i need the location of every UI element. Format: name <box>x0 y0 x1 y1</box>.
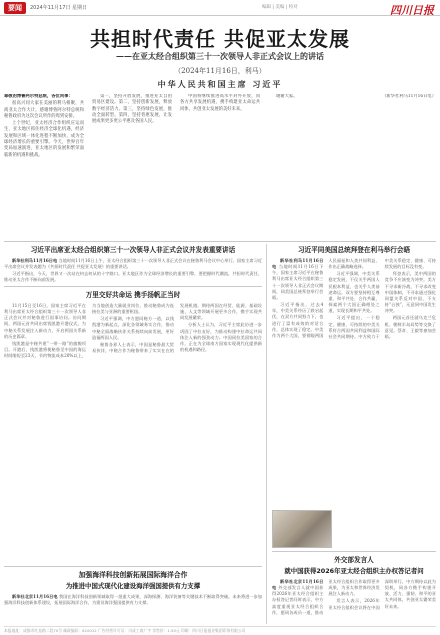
article-subtitle: 为推进中国式现代化建设海洋强国提供有力支撑 <box>65 582 201 590</box>
article-paragraph: 我国在海洋科技创新领域取得一批重大成果，深海探测、海洋装备等关键技术不断取得突破。未来将进一步加强海洋科技创新体系建设，拓展国际海洋合作，为建设海洋强国提供有力支撑。 <box>4 594 262 606</box>
article-paragraph: 习近平强调，中美关系稳定发展，不仅关乎两国人民根本利益，也关乎人类前途命运。双方要坚持相互尊重、和平共处、合作共赢，探索两个大国正确相处之道，实现长期和平共处。 <box>328 271 380 314</box>
article-lead: 新华社利马11月16日电 <box>12 258 58 263</box>
speech-paragraph: 第一，坚持开放发展，推进亚太自由贸易区建设。第二，坚持创新发展，释放数字经济活力。第三，坚持绿色发展，推动全面转型。第四，坚持普惠发展，让发展成果更多更公平惠及各国人民。 <box>92 94 172 125</box>
article-paragraph: 习近平强调，中方愿同秘方一道，以钱凯港为新起点，深化各领域务实合作，推动中秘全面战略伙伴关系持续向前发展，更好造福两国人民。 <box>92 316 174 340</box>
article-right-top <box>272 244 436 507</box>
article-paragraph: 习近平指出，过去4年，中美关系经历了跌宕起伏，在双方共同努力下，也进行了富有成效的对话合作，总体实现了稳定。中美作为两个大国，要着眼两国人民福祉和人类共同利益，作出正确战略选择。 <box>272 258 380 338</box>
article-paragraph: 拜登表示，美中两国的竞争不应演变为冲突。美方不寻求新冷战，不寻求改变中国体制，不寻求通过强化同盟关系反对中国，不支持“台独”，无意同中国发生冲突。 <box>384 271 436 314</box>
masthead <box>0 0 440 16</box>
speech-source: （新华社利马11月16日电） <box>382 94 436 99</box>
main-subhead: ——在亚太经合组织第三十一次领导人非正式会议上的讲话 <box>116 51 324 61</box>
article-paragraph: 11月15日至16日，国家主席习近平在利马出席亚太经合组织第三十一次领导人非正式会议并对秘鲁进行国事访问。访问期间，两国元首共同出席钱凯港开港仪式，为中秘关系发展注入新动力，开启两国关系新的历史篇章。 <box>4 303 86 339</box>
section-logo: 要闻 <box>4 2 26 14</box>
speech-column <box>180 94 260 239</box>
news-photo <box>272 510 332 548</box>
article-paragraph: 当地时间11月16日上午，亚太经合组织第三十一次领导人非正式会议在秘鲁利马会议中心举行。国家主席习近平出席会议并发表题为《共担时代责任 共促亚太发展》的重要讲话。 <box>4 258 262 270</box>
column-divider <box>266 244 267 624</box>
article-lead: 新华社北京11月16日电 <box>272 579 324 591</box>
article-paragraph: 当地时间11月16日下午，国家主席习近平在秘鲁利马出席亚太经合组织第三十一次领导人非正式会议期间，同美国总统拜登举行会晤。 <box>272 264 324 300</box>
article-paragraph: 钱凯港是中秘共建“一带一路”的旗舰项目。开港后，钱凯港将使秘鲁至中国的海运时间缩短至23天，节约物流成本20%以上，为当地创造大量就业岗位，推动秘鲁成为连接拉美与亚洲的重要枢纽。 <box>4 303 174 359</box>
article-title: 外交部发言人 <box>334 556 374 564</box>
article-left-top <box>4 244 262 284</box>
article-paragraph: 习近平提出，一个稳定、健康、可持续的中美关系符合两国共同利益和国际社会共同期待。中方致力于中美关系稳定、健康、可持续发展的目标没有变。 <box>328 258 436 339</box>
speech-column <box>356 94 436 239</box>
speech-body <box>4 94 436 239</box>
article-paragraph: 外交部发言人就中国获得2026年亚太经合组织主办权答记者问时表示，中方高度重视亚太经合组织合作，愿同各成员一道，推动亚太经合组织合作取得更多成果，为亚太和世界经济发展注入新动力。 <box>272 579 380 615</box>
article-subtitle: 就中国获得2026年亚太经合组织主办权答记者问 <box>284 567 424 575</box>
page-footer: 本报地址：成都市红星路二段70号 邮政编码：610012 广告经营许可证：川成工商广字 零售价：1.50元 印刷：四川日报报业集团印务有限公司 <box>4 626 436 634</box>
speech-paragraph: 谢谢大家。 <box>276 94 298 99</box>
speech-column <box>268 94 348 239</box>
speech-paragraph: 上个世纪，亚太经济合作组织应运而生，亚太地区抓住经济全球化机遇，经济发展和区域一体化进程不断加快，成为全球经济增长的重要引擎。今天，世界百年变局加速演进，亚太地区的发展和繁荣面临新的机遇和挑战。 <box>4 121 84 158</box>
article-title: 习近平同美国总统拜登在利马举行会晤 <box>297 246 411 254</box>
article-left-bottom <box>4 569 262 624</box>
article-title: 万里交好共命运 携手扬帆正当时 <box>85 291 181 299</box>
article-paragraph: 习近平指出，今天，世界又一次站在何去何从的十字路口。亚太地区作为全球经济增长的重要引擎，要把握时代潮流，共担时代责任，推动亚太合作不断向前发展。 <box>4 271 262 283</box>
speech-salutation: 尊敬的博鲁阿尔特总统，各位同事： <box>4 94 73 99</box>
main-dateline: （2024年11月16日，利马） <box>174 67 266 75</box>
article-title: 加强海洋科技创新拓展国际海洋合作 <box>78 571 188 579</box>
article-paragraph: 秘鲁各界人士表示，中国是秘鲁最大贸易伙伴，中秘合作为秘鲁带来了实实在在的发展机遇。期待两国在经贸、能源、基础设施、人文等领域开展更多合作，携手实现共同发展繁荣。 <box>92 303 262 354</box>
section-divider <box>4 566 262 567</box>
speech-paragraph: 很高兴同大家在美丽的利马相聚，共商亚太合作大计。感谢博鲁阿尔特总统和秘鲁政府为这次会议所作的周到安排。 <box>4 101 84 119</box>
edition-label: 编辑 | 美编 | 校对 <box>262 5 298 10</box>
issue-date: 2024年11月17日 星期日 <box>30 5 88 11</box>
article-right-bottom <box>272 554 436 624</box>
article-lead: 新华社北京11月16日电 <box>12 594 58 599</box>
section-divider <box>272 551 436 552</box>
main-byline: 中华人民共和国主席 习近平 <box>157 79 283 89</box>
section-divider <box>4 241 436 242</box>
speech-column <box>92 94 172 239</box>
article-paragraph: 发言人表示，2026年亚太经合组织会议将在中国深圳举行。中方期待以此为契机，同各方携手构建开放、活力、强韧、和平的亚太共同体，共创亚太繁荣美好未来。 <box>328 579 436 610</box>
article-left-middle <box>4 289 262 564</box>
article-lead: 新华社利马11月16日电 <box>272 258 324 270</box>
speech-paragraph: 中国将继续推进高水平对外开放，同各方共享发展机遇，携手构建亚太命运共同体，共创亚太发展的美好未来。 <box>180 94 260 112</box>
section-divider <box>4 286 262 287</box>
article-title: 习近平出席亚太经合组织第三十一次领导人非正式会议并发表重要讲话 <box>30 246 236 254</box>
main-headline: 共担时代责任 共促亚太发展 <box>90 27 350 51</box>
speech-column <box>4 94 84 239</box>
article-paragraph: 两国元首还就乌克兰危机、朝鲜半岛局势等交换了意见。蔡奇、王毅等参加会晤。 <box>384 315 436 339</box>
paper-name: 四川日报 <box>390 4 434 17</box>
article-paragraph: 分析人士认为，习近平主席此访进一步巩固了中拉友好，为推动构建中拉命运共同体注入新的强劲动力。中国同拉美国家的合作，正在为全球南方国家实现现代化提供新的机遇和路径。 <box>180 322 262 353</box>
